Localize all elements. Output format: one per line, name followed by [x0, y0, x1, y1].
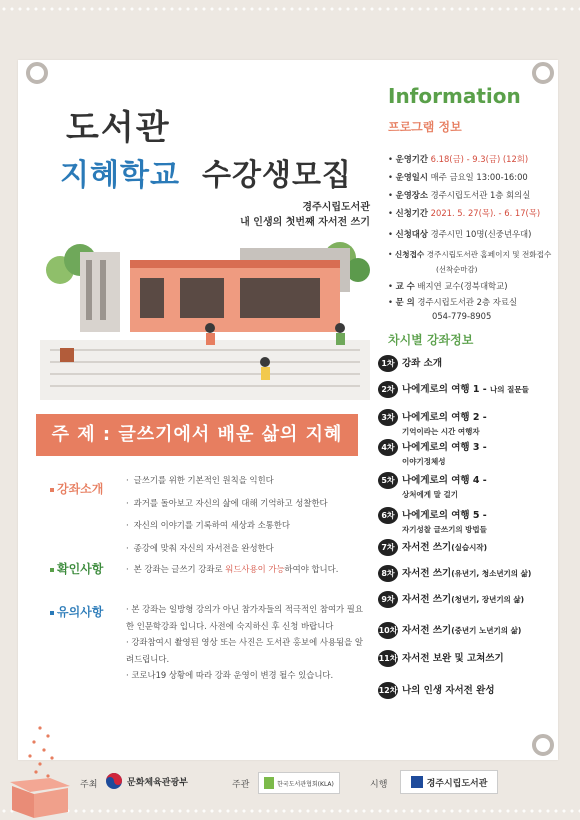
list-item: · 코로나19 상황에 따라 강좌 운영이 변경 될수 있습니다.: [126, 670, 334, 680]
title-line-1: 도서관: [66, 108, 171, 148]
info-row: • 교 수 배지연 교수(경북대학교): [388, 280, 508, 292]
lecture-item: 12차 나의 인생 자서전 완성: [378, 682, 495, 699]
organizer-label: 주관: [232, 780, 250, 790]
ring-hole-icon: [532, 62, 554, 84]
apply-note: (선착순마감): [436, 265, 478, 274]
book-icon: [264, 777, 274, 789]
list-item: · 종강에 맞춰 자신의 자서전을 완성한다: [126, 537, 328, 560]
subtitle-program: 내 인생의 첫번째 자서전 쓰기: [240, 217, 370, 228]
course-intro-list: [126, 469, 328, 559]
subtitle-library: 경주시립도서관: [302, 202, 370, 213]
taegeuk-icon: [105, 772, 123, 790]
highlight-text: 워드사용이 가능: [225, 564, 285, 574]
list-item: · 글쓰기를 위한 기본적인 원칙을 익힌다: [126, 469, 328, 492]
list-item: · 본 강좌는 일방형 강의가 아닌 참가자들의 적극적인 참여가 필요한 인문학강좌 입니다. 사전에 숙지하신 후 신청 바랍니다: [126, 604, 363, 631]
lecture-item: 5차 나에게로의 여행 4 - 상처에게 말 걸기: [378, 472, 487, 500]
notes-label: 유의사항: [50, 603, 103, 620]
lecture-item: 2차 나에게로의 여행 1 - 나의 질문들: [378, 381, 529, 398]
info-row: • 신청기간 2021. 5. 27(목). - 6. 17(목): [388, 207, 540, 219]
lecture-item: 8차 자서전 쓰기(유년기, 청소년기의 삶): [378, 565, 531, 582]
ring-hole-icon: [532, 734, 554, 756]
operator-label: 시행: [370, 780, 388, 790]
host-label: 주최: [80, 780, 98, 790]
lecture-item: 6차 나에게로의 여행 5 - 자기성찰 글쓰기의 방법들: [378, 507, 487, 535]
lecture-item: 11차 자서전 보완 및 고쳐쓰기: [378, 650, 504, 667]
info-row: • 신청접수 경주시립도서관 홈페이지 및 전화접수: [388, 249, 551, 260]
info-row: • 운영기간 6.18(금) - 9.3(금) (12회): [388, 153, 528, 165]
subtitle: [220, 200, 370, 230]
list-item: · 강좌참여시 촬영된 영상 또는 사진은 도서관 홍보에 사용됨을 알려드립니다.: [126, 637, 363, 664]
info-row: • 신청대상 경주시민 10명(신중년우대): [388, 228, 531, 240]
host-logo: 문화체육관광부: [105, 772, 188, 790]
gift-box-illustration: [0, 720, 90, 820]
title-line-2-blue: 지혜학교: [60, 158, 180, 193]
info-row: • 운영장소 경주시립도서관 1층 회의실: [388, 189, 530, 201]
operator-logo: 경주시립도서관: [400, 770, 498, 794]
ring-hole-icon: [26, 62, 48, 84]
title-line-2-dark: 수강생모집: [202, 158, 352, 193]
info-row: • 문 의 경주시립도서관 2층 자료실: [388, 296, 517, 308]
lecture-item: 1차 강좌 소개: [378, 355, 442, 372]
lecture-heading: 차시별 강좌정보: [388, 333, 474, 347]
list-item: · 과거를 돌아보고 자신의 삶에 대해 기억하고 성찰한다: [126, 492, 328, 515]
contact-phone: 054-779-8905: [432, 311, 492, 321]
info-row: • 운영일시 매주 금요일 13:00-16:00: [388, 171, 528, 183]
top-dot-border: [0, 6, 580, 12]
lecture-item: 7차 자서전 쓰기(실습시작): [378, 539, 487, 556]
lecture-item: 10차 자서전 쓰기(중년기 노년기의 삶): [378, 622, 521, 639]
check-text: · 본 강좌는 글쓰기 강좌로 워드사용이 가능하여야 합니다.: [126, 558, 338, 581]
check-label: 확인사항: [50, 560, 103, 577]
lecture-item: 9차 자서전 쓰기(청년기, 장년기의 삶): [378, 591, 524, 608]
library-logo-icon: [411, 776, 423, 788]
course-intro-label: 강좌소개: [50, 480, 103, 497]
theme-banner: 주 제 : 글쓰기에서 배운 삶의 지혜: [36, 414, 358, 456]
lecture-item: 4차 나에게로의 여행 3 - 이야기정체성: [378, 439, 487, 467]
organizer-logo: 한국도서관협회(KLA): [258, 772, 340, 794]
library-illustration: [40, 230, 370, 400]
list-item: · 자신의 이야기를 기록하여 세상과 소통한다: [126, 514, 328, 537]
notes-list: [126, 601, 366, 684]
lecture-item: 3차 나에게로의 여행 2 - 기억이라는 시간 여행자: [378, 409, 487, 437]
program-heading: 프로그램 정보: [388, 120, 462, 134]
info-heading: Information: [388, 84, 521, 108]
